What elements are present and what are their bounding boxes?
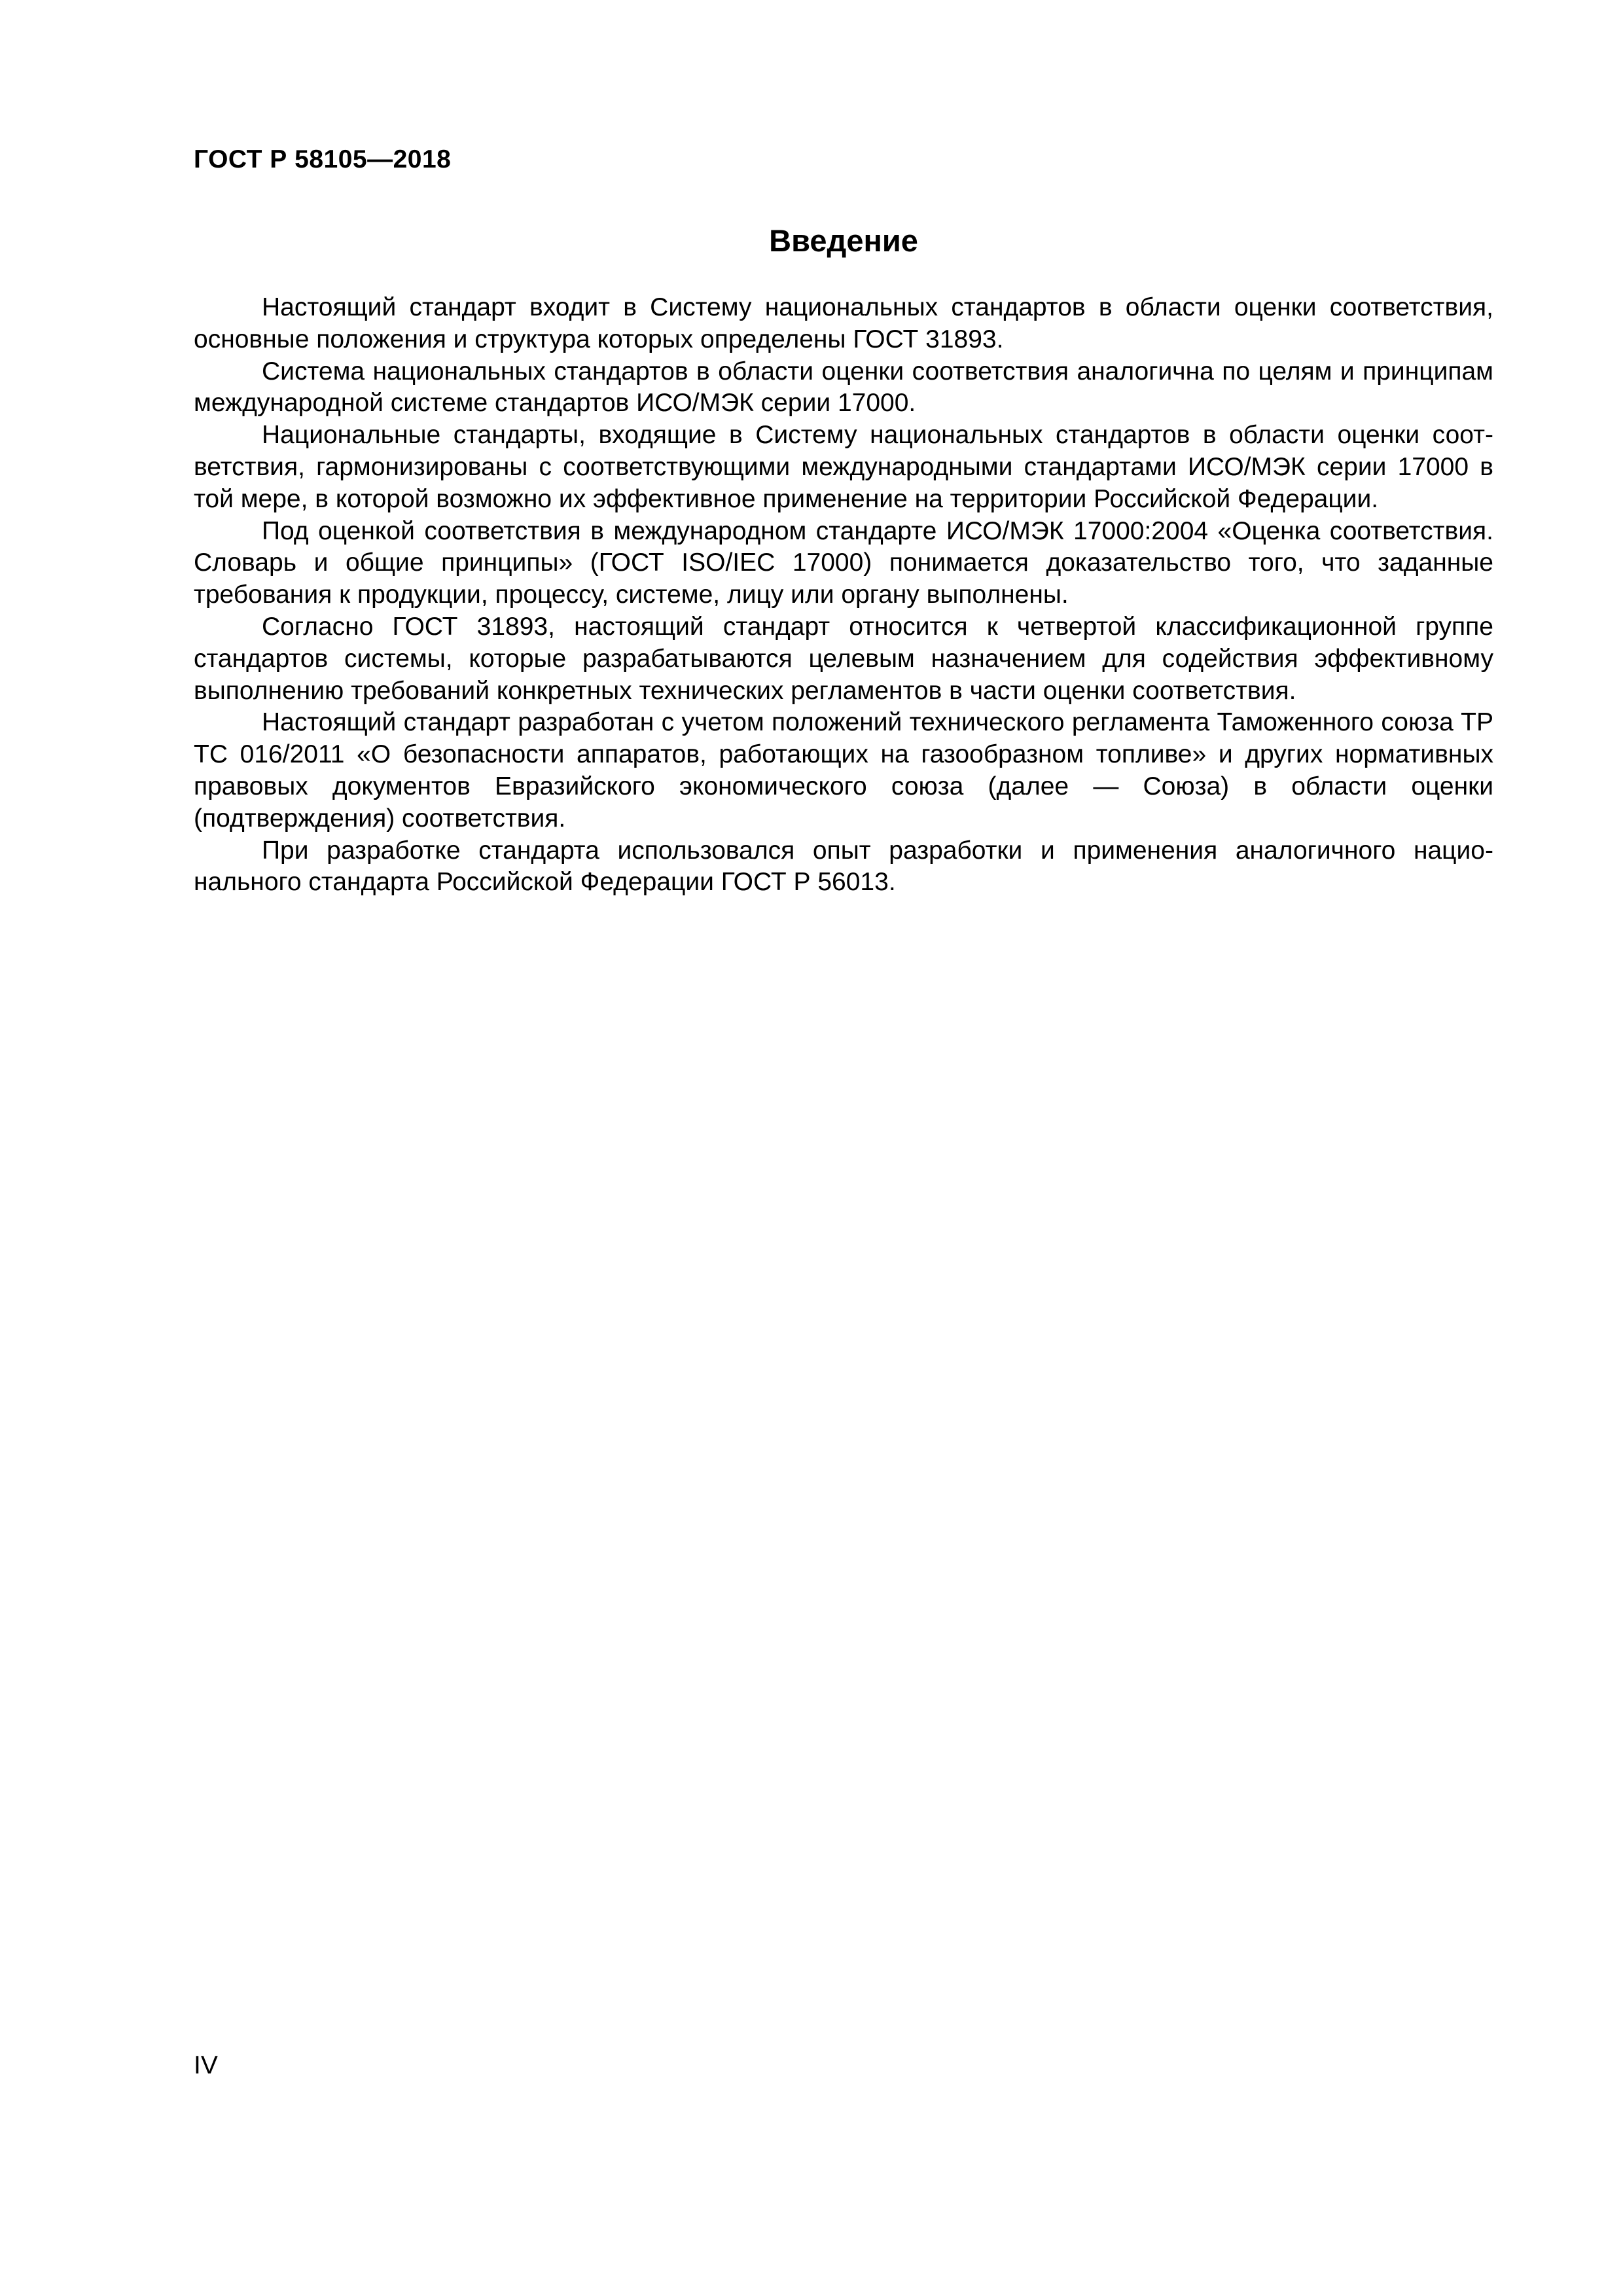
paragraph-4: Под оценкой соответствия в международном стандарте ИСО/МЭК 17000:2004 «Оценка соответствия. Словарь и общие принципы» (ГОСТ ISO/IEC 17000) понимается доказательство того, что заданные требования к продукции, процессу, системе, лицу или органу выполнены. — [194, 516, 1493, 609]
paragraph-1: Настоящий стандарт входит в Систему национальных стандартов в области оценки соответствия, основные положения и структура которых определены ГОСТ 31893. — [194, 293, 1493, 353]
document-code-header: ГОСТ Р 58105—2018 — [194, 145, 452, 173]
body-text — [194, 292, 1493, 899]
paragraph-3: Национальные стандарты, входящие в Систему национальных стандартов в области оценки соответствия, гармонизированы с соответствующими международными стандартами ИСО/МЭК серии 17000 в той мере, в которой возможно их эффективное применение на территории Российской Федерации. — [194, 421, 1493, 513]
paragraph-7: При разработке стандарта использовался опыт разработки и применения аналогичного национального стандарта Российской Федерации ГОСТ Р 56013. — [194, 836, 1493, 897]
paragraph-5: Согласно ГОСТ 31893, настоящий стандарт относится к четвертой классификационной группе стандартов системы, которые разрабатываются целевым назначением для содействия эффективному выполнению требований конкретных технических регламентов в части оценки соответствия. — [194, 612, 1493, 705]
section-title: Введение — [769, 223, 918, 258]
page-number: IV — [194, 2051, 218, 2079]
paragraph-2: Система национальных стандартов в области оценки соответствия аналогична по целям и принципам международной системе стандартов ИСО/МЭК серии 17000. — [194, 357, 1493, 418]
paragraph-6: Настоящий стандарт разработан с учетом положений технического регламента Таможенного союза ТР ТС 016/2011 «О безопасности аппаратов, работающих на газообразном топливе» и других нормативных правовых документов Евразийского экономического союза (далее — Союза) в области оценки (подтверждения) соответствия. — [194, 708, 1493, 833]
